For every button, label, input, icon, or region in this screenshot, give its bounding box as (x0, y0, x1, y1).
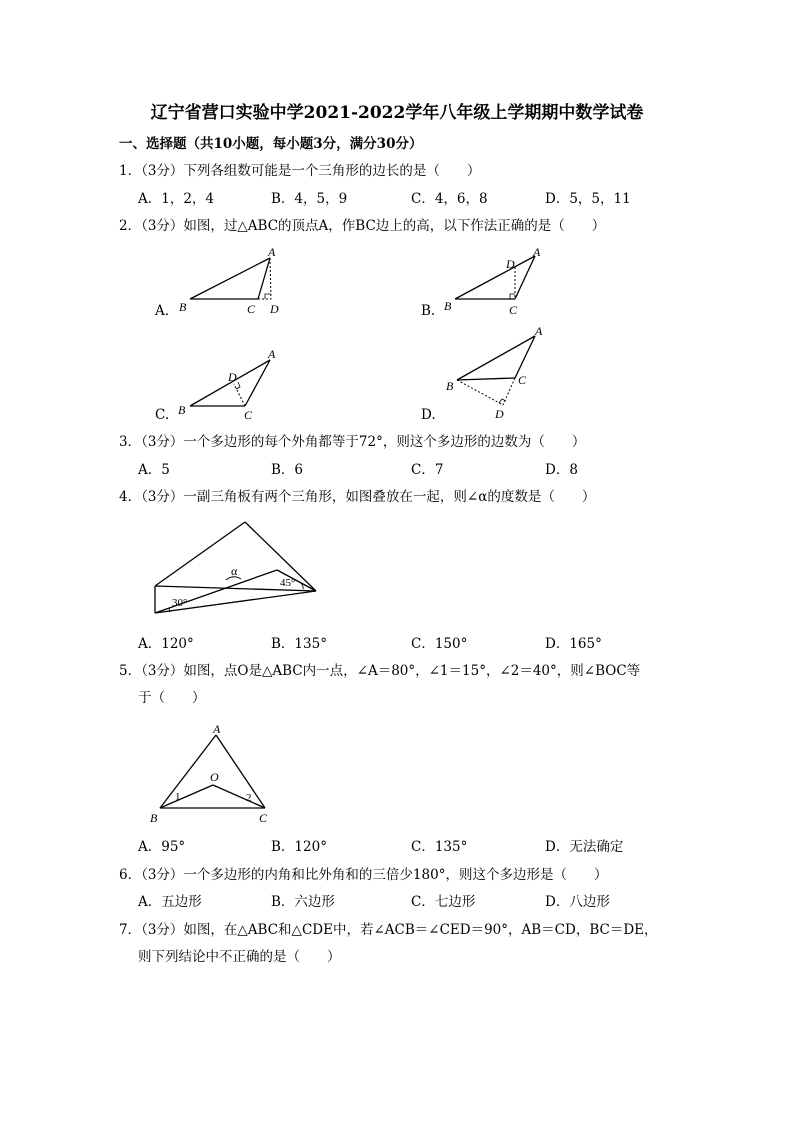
label-b: B (178, 403, 186, 417)
question-3-option-c: C．7 (411, 462, 444, 478)
label-a: A (533, 245, 541, 259)
question-1-option-b: B．4，5，9 (271, 191, 348, 207)
question-5-option-a: A．95° (138, 839, 186, 855)
question-4-stem: 4．（3分）一副三角板有两个三角形，如图叠放在一起，则∠α的度数是（ ） (119, 489, 596, 505)
label-o: O (210, 770, 219, 784)
section-heading: 一、选择题（共10小题，每小题3分，满分30分） (119, 136, 423, 152)
question-3-option-b: B．6 (271, 462, 304, 478)
label-a: A (213, 722, 221, 736)
label-d: D (506, 257, 515, 271)
question-6-option-b: B．六边形 (271, 894, 335, 910)
question-7-stem-continued: 则下列结论中不正确的是（ ） (138, 949, 341, 965)
label-a: A (535, 324, 543, 338)
question-4-option-c: C．150° (411, 636, 468, 652)
question-2-option-c-letter: C. (155, 407, 170, 423)
question-5-option-c: C．135° (411, 839, 468, 855)
label-d: D (270, 302, 279, 316)
document-title: 辽宁省营口实验中学2021-2022学年八年级上学期期中数学试卷 (150, 103, 644, 123)
angle-1-label: 1 (175, 791, 181, 803)
question-4-option-b: B．135° (271, 636, 327, 652)
angle-30-label: 30° (172, 597, 188, 609)
question-1-stem: 1．（3分）下列各组数可能是一个三角形的边长的是（ ） (119, 163, 481, 179)
question-3-stem: 3．（3分）一个多边形的每个外角都等于72°，则这个多边形的边数为（ ） (119, 434, 586, 450)
label-c: C (518, 373, 527, 387)
question-2-option-b-letter: B. (421, 303, 436, 319)
question-6-option-d: D．八边形 (545, 894, 610, 910)
label-d: D (495, 407, 504, 421)
question-6-option-c: C．七边形 (411, 894, 476, 910)
label-d: D (228, 370, 237, 384)
label-b: B (444, 299, 452, 313)
question-3-option-d: D．8 (545, 462, 578, 478)
question-2-option-d-letter: D. (421, 407, 436, 423)
question-6-option-a: A．五边形 (138, 894, 202, 910)
label-a: A (268, 245, 276, 259)
angle-45-label: 45° (280, 577, 296, 589)
question-5-option-d: D．无法确定 (545, 839, 624, 855)
question-2-stem: 2．（3分）如图，过△ABC的顶点A，作BC边上的高，以下作法正确的是（ ） (119, 218, 606, 234)
question-1-option-a: A．1，2，4 (138, 191, 215, 207)
alpha-label: α (231, 564, 238, 578)
label-b: B (446, 379, 454, 393)
question-5-option-b: B．120° (271, 839, 327, 855)
angle-2-label: 2 (246, 792, 252, 804)
question-1-option-d: D．5，5，11 (545, 191, 631, 207)
label-c: C (244, 408, 253, 422)
question-4-option-a: A．120° (138, 636, 194, 652)
label-b: B (150, 811, 158, 825)
question-5-stem-continued: 于（ ） (138, 690, 206, 706)
question-6-stem: 6．（3分）一个多边形的内角和比外角和的三倍少180°，则这个多边形是（ ） (119, 867, 608, 883)
label-b: B (179, 300, 187, 314)
question-4-option-d: D．165° (545, 636, 602, 652)
label-c: C (247, 302, 256, 316)
question-7-stem: 7．（3分）如图，在△ABC和△CDE中，若∠ACB＝∠CED＝90°，AB＝CD，BC＝DE， (119, 922, 658, 938)
question-5-stem: 5．（3分）如图，点O是△ABC内一点，∠A＝80°，∠1＝15°，∠2＝40°，则∠BOC等 (119, 663, 641, 679)
label-c: C (509, 303, 518, 317)
question-2-option-a-letter: A. (155, 303, 170, 319)
question-1-option-c: C．4，6，8 (411, 191, 488, 207)
label-c: C (259, 811, 268, 825)
label-a: A (268, 347, 276, 361)
question-3-option-a: A．5 (138, 462, 170, 478)
